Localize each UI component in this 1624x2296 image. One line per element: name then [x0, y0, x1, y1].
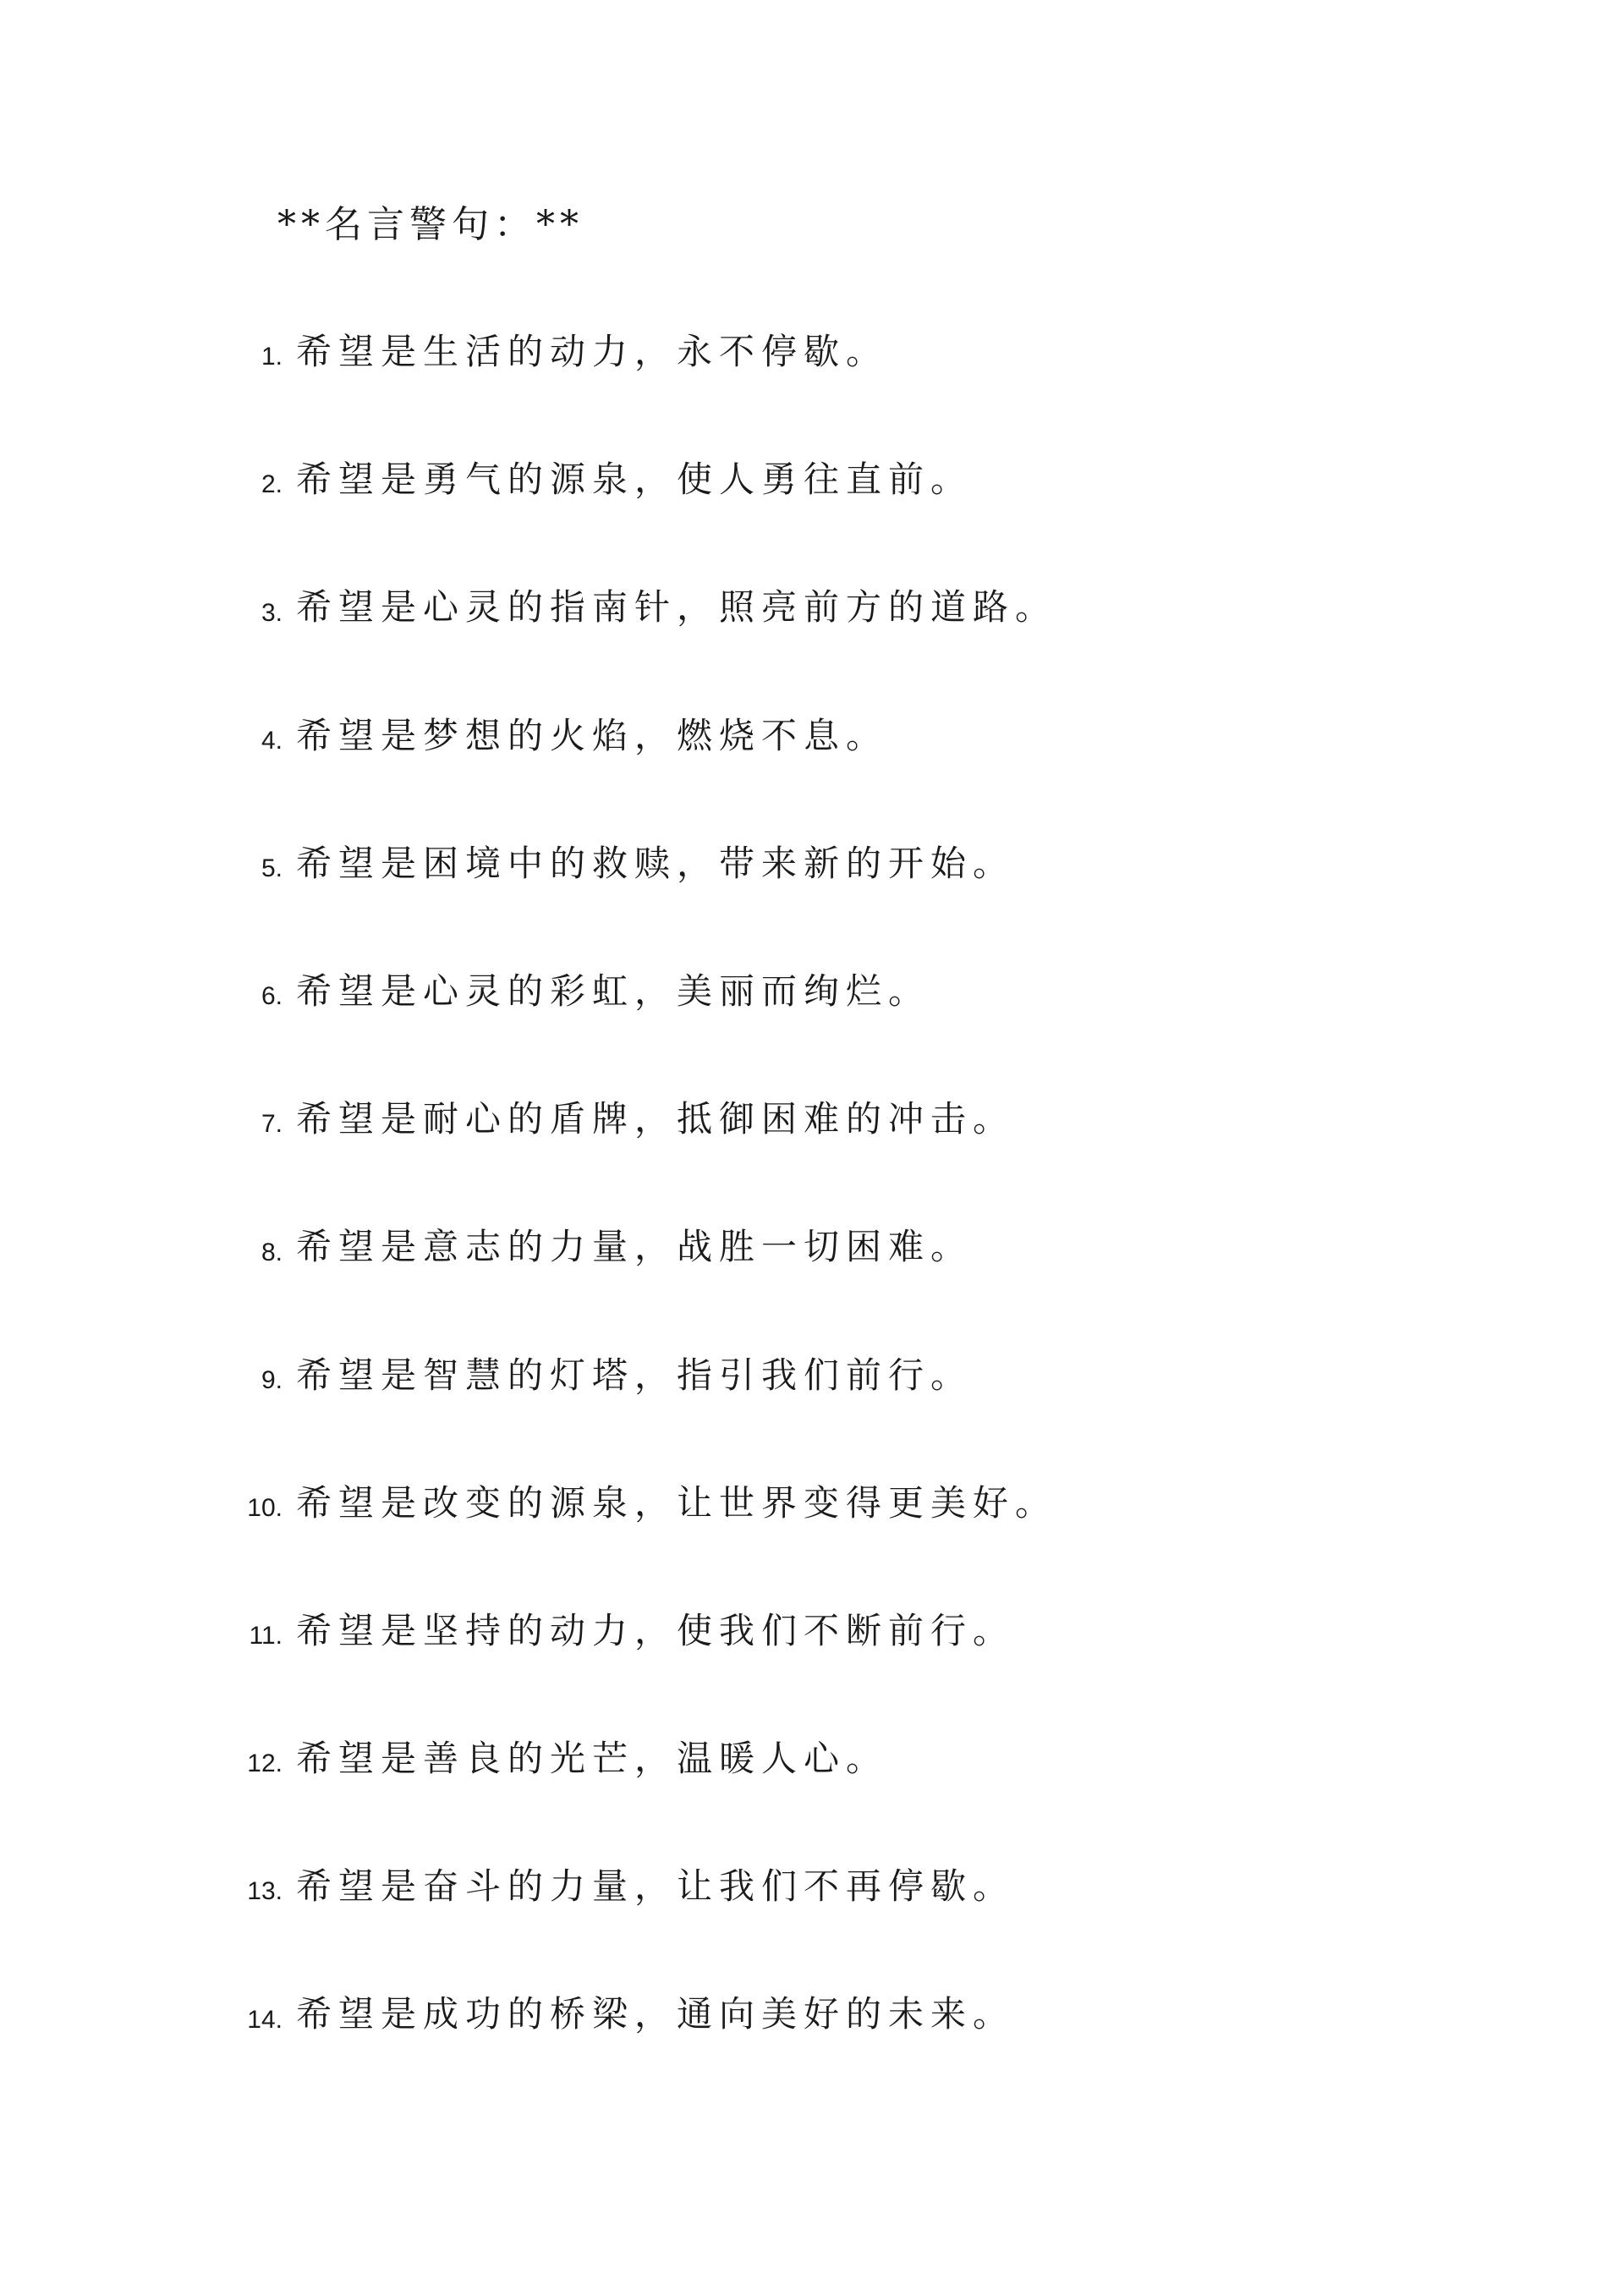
list-item-number: 5.	[261, 854, 283, 882]
list-item	[0, 577, 1624, 705]
list-item	[0, 1601, 1624, 1728]
list-item	[0, 1984, 1624, 2112]
list-item	[0, 1089, 1624, 1217]
list-item-text: 希望是勇气的源泉，使人勇往直前。	[296, 459, 974, 501]
list-item-number: 14.	[247, 2005, 283, 2034]
list-item	[0, 706, 1624, 833]
list-item	[0, 1728, 1624, 1856]
list-item-number: 7.	[261, 1110, 283, 1139]
list-item-number: 13.	[247, 1877, 283, 1906]
list-item-text: 希望是意志的力量，战胜一切困难。	[296, 1226, 974, 1268]
list-item	[0, 1856, 1624, 1984]
list-item-text: 希望是梦想的火焰，燃烧不息。	[296, 714, 889, 756]
list-item-number: 1.	[261, 343, 283, 371]
list-item-text: 希望是善良的光芒，温暖人心。	[296, 1738, 889, 1780]
list-item-number: 11.	[249, 1622, 283, 1651]
list-item-text: 希望是困境中的救赎，带来新的开始。	[296, 842, 1016, 884]
list-item-number: 10.	[247, 1493, 283, 1522]
list-item-text: 希望是生活的动力，永不停歇。	[296, 331, 889, 372]
list-item-text: 希望是坚持的动力，使我们不断前行。	[296, 1609, 1016, 1651]
list-item-text: 希望是奋斗的力量，让我们不再停歇。	[296, 1865, 1016, 1908]
quote-list	[0, 321, 1624, 2112]
list-item-number: 8.	[261, 1238, 283, 1266]
list-item-number: 6.	[261, 982, 283, 1011]
list-item	[0, 1217, 1624, 1344]
list-item-text: 希望是成功的桥梁，通向美好的未来。	[296, 1993, 1016, 2035]
list-item	[0, 833, 1624, 961]
list-item	[0, 1473, 1624, 1601]
list-item	[0, 1345, 1624, 1473]
list-item-number: 2.	[261, 470, 283, 499]
section-heading: **名言警句：**	[277, 203, 584, 246]
list-item-text: 希望是智慧的灯塔，指引我们前行。	[296, 1354, 974, 1396]
list-item-number: 9.	[261, 1365, 283, 1394]
list-item-number: 4.	[261, 726, 283, 755]
list-item-number: 3.	[261, 598, 283, 627]
list-item-number: 12.	[247, 1749, 283, 1778]
list-item	[0, 961, 1624, 1089]
list-item	[0, 449, 1624, 577]
list-item	[0, 321, 1624, 449]
list-item-text: 希望是改变的源泉，让世界变得更美好。	[296, 1481, 1058, 1524]
list-item-text: 希望是心灵的指南针，照亮前方的道路。	[296, 586, 1058, 629]
list-item-text: 希望是耐心的盾牌，抵御困难的冲击。	[296, 1098, 1016, 1140]
list-item-text: 希望是心灵的彩虹，美丽而绚烂。	[296, 969, 931, 1012]
